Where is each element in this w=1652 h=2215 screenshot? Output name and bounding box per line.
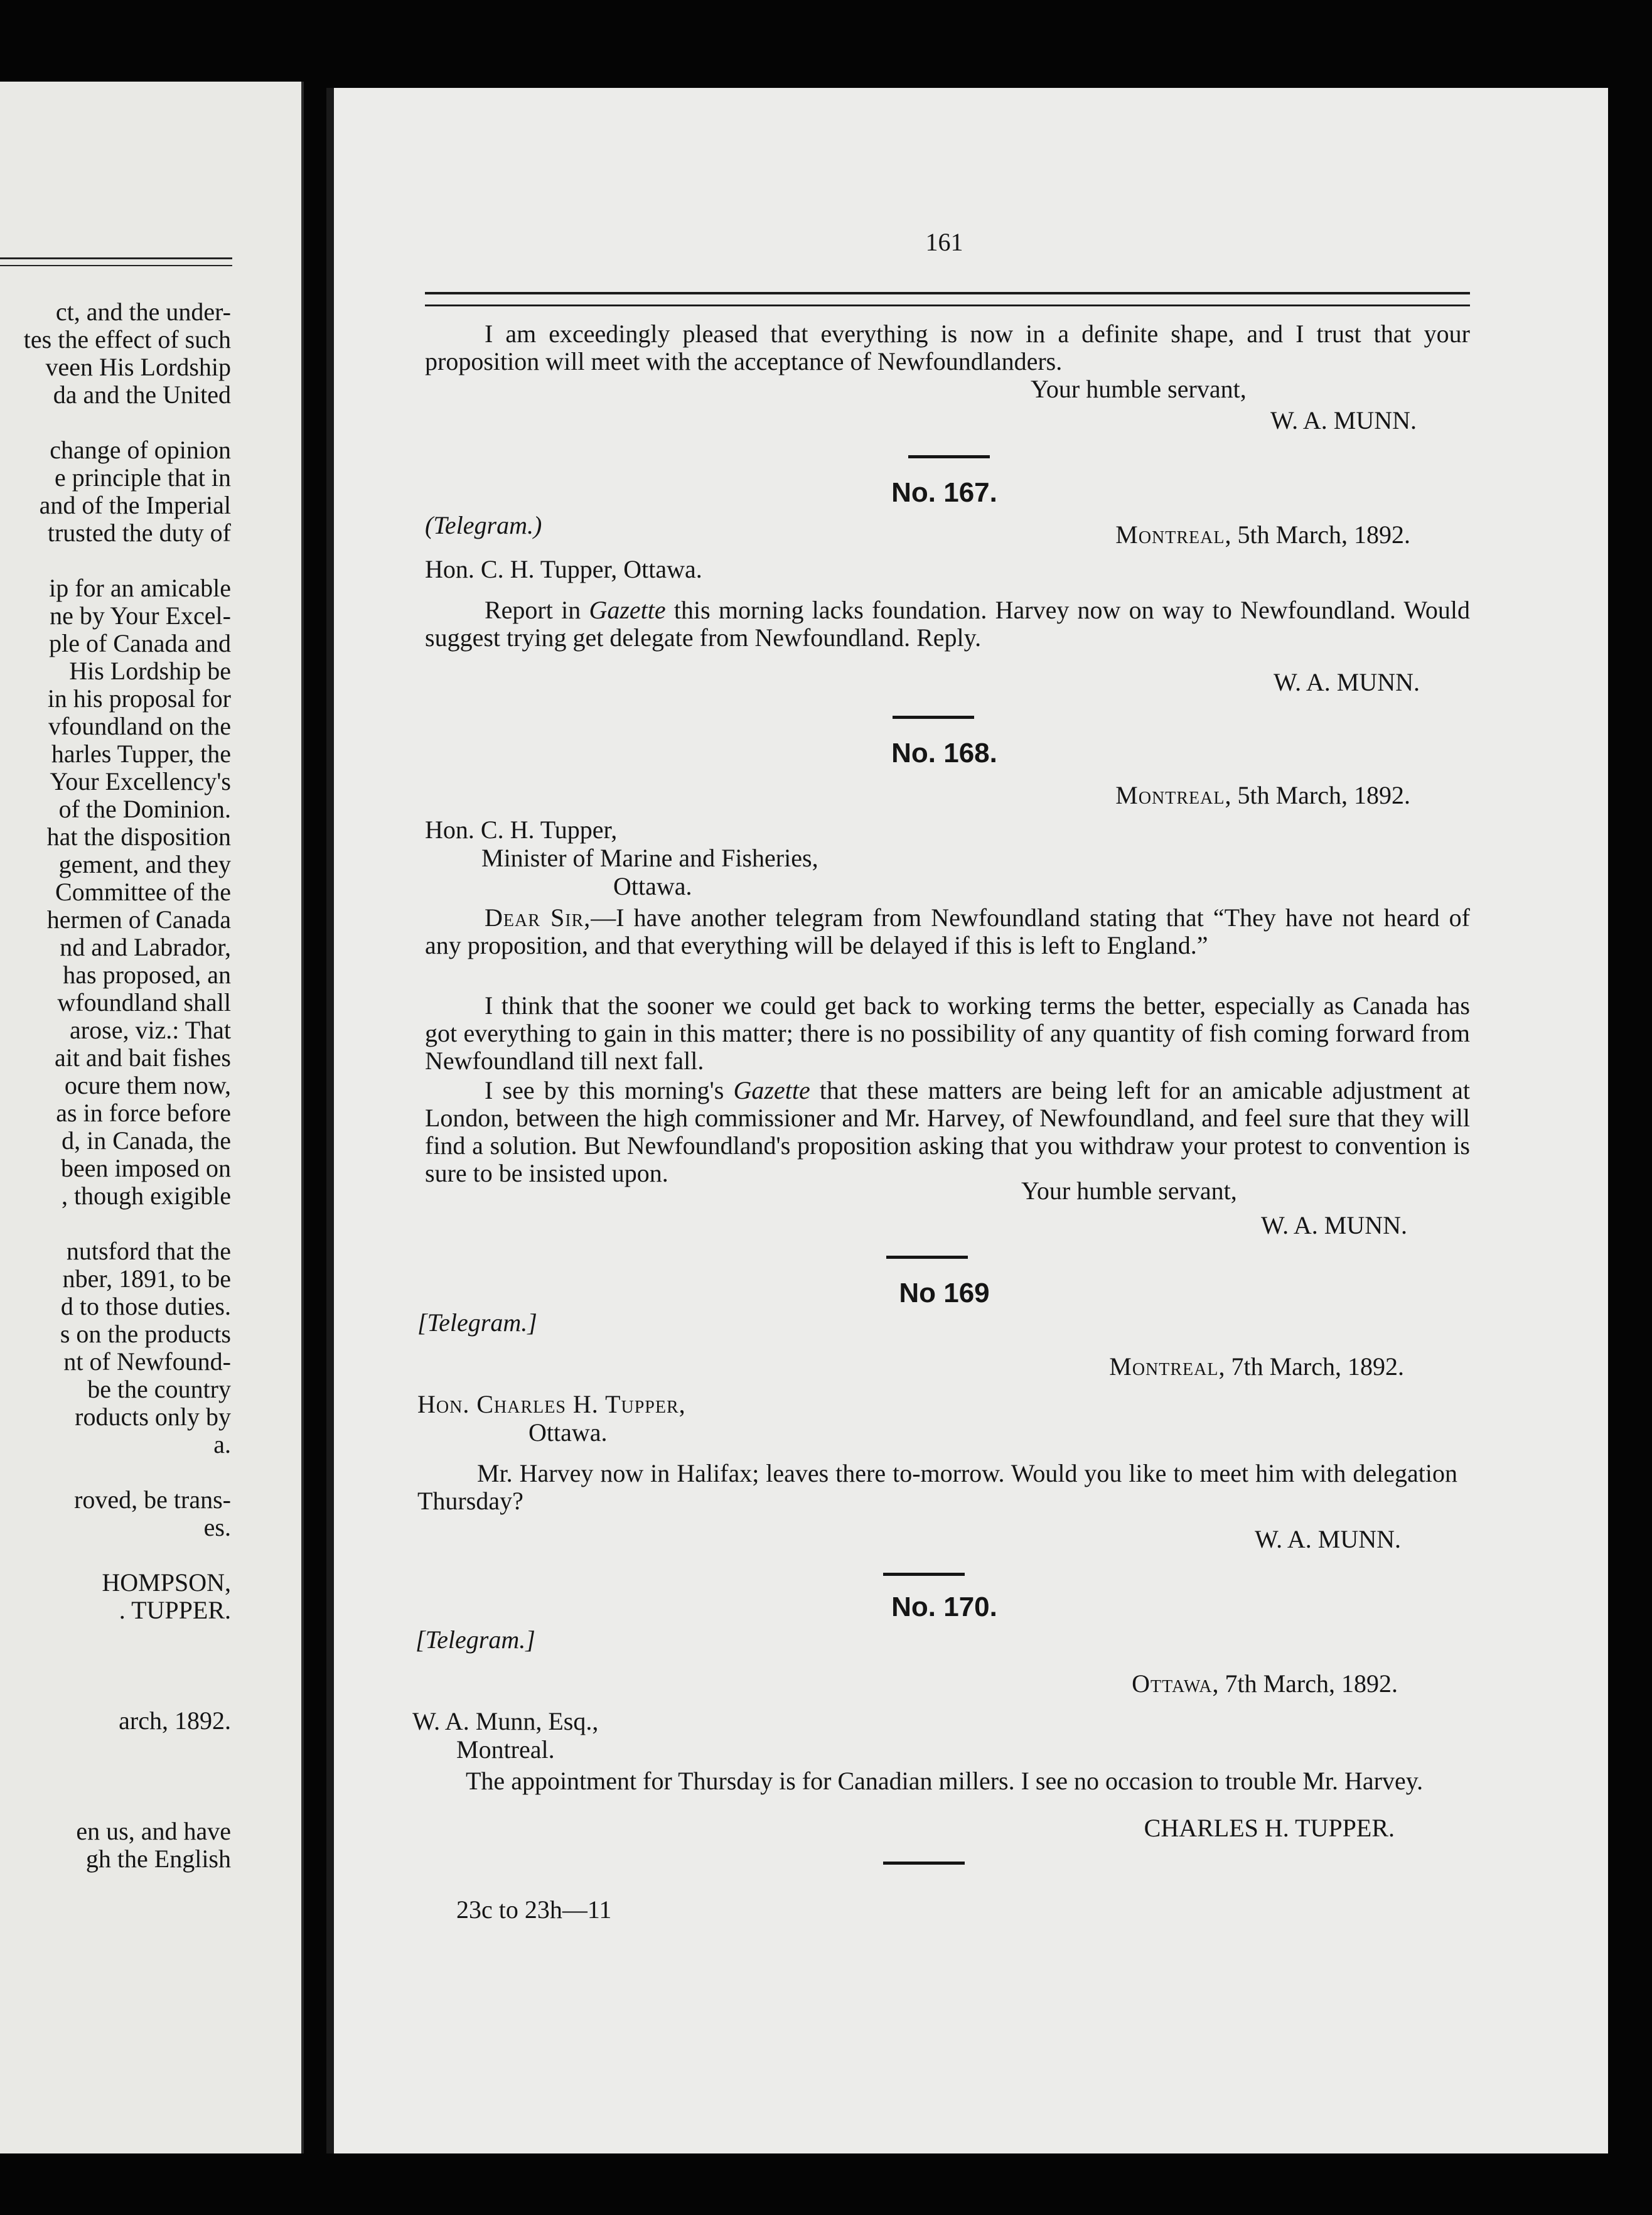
left-page-line: Committee of the [55,878,231,906]
no169-telegram-label: [Telegram.] [417,1308,537,1337]
no168-dateline [1115,782,1410,809]
left-page-line: nd and Labrador, [60,933,231,961]
left-page-line: wfoundland shall [57,988,231,1016]
no169-body: Mr. Harvey now in Halifax; leaves there to-morrow. Would you like to meet him with delegation Thursday? [417,1459,1457,1515]
no168-place: Montreal [1115,781,1225,809]
no169-signature: W. A. MUNN. [1255,1525,1401,1553]
right-page [326,88,1608,2153]
left-page-line [0,1458,231,1486]
no167-body-text: this morning lacks foundation. Harvey now on way to Newfoundland. Would suggest trying get delegate from Newfoundland. Reply. [425,596,1471,652]
left-page-line [0,1624,231,1652]
left-page-line: ocure them now, [64,1071,231,1099]
left-page-line: e principle that in [54,463,231,492]
no168-paragraph-1-text: —I have another telegram from Newfoundland stating that “They have not heard of any proposition, and that everything will be delayed if this is left to England.” [425,903,1471,959]
no168-gazette: Gazette [733,1076,810,1104]
no168-paragraph-3 [425,1077,1470,1187]
left-page-line: gh the English [85,1845,231,1873]
no168-paragraph-3-text: that these matters are being left for an amicable adjustment at London, between the high commissioner and Mr. Harvey, of Newfoundland, and feel sure that they will find a solution. But Newfoundland's proposition asking that you withdraw your protest to convention is sure to be insisted upon. [425,1076,1470,1187]
no170-dateline [1132,1670,1398,1698]
no168-addressee-line-1: Hon. C. H. Tupper, [425,816,618,844]
left-page-line: ple of Canada and [49,629,231,657]
no168-paragraph-2: I think that the sooner we could get back to working terms the better, especially as Canada has got everything to gain in this matter; there is no possibility of any quantity of fish coming forward from Newfoundland till next fall. [425,991,1470,1075]
no167-body [425,596,1470,652]
left-page-line: vfoundland on the [48,712,231,740]
heading-no-169: No 169 [899,1278,990,1308]
left-page-line [0,1735,231,1762]
no168-addressee-line-3: Ottawa. [613,872,692,900]
no168-addressee-line-2: Minister of Marine and Fisheries, [481,844,818,872]
left-page-line: as in force before [56,1099,231,1127]
no167-telegram-label: (Telegram.) [425,511,542,539]
heading-no-170: No. 170. [891,1592,997,1622]
no168-paragraph-3-text: I see by this morning's [485,1076,734,1104]
left-page-line: , though exigible [62,1182,231,1210]
header-double-rule [425,292,1470,306]
left-page-line [0,1762,231,1790]
left-page-line: nt of Newfound- [63,1347,231,1376]
left-page-rule [0,257,232,259]
left-page-line: roducts only by [75,1403,231,1431]
no169-date: , 7th March, 1892. [1218,1352,1404,1381]
no170-addressee-line-1: W. A. Munn, Esq., [412,1707,599,1735]
left-page-line: s on the products [60,1320,231,1348]
section-divider [893,716,974,719]
left-page-line: veen His Lordship [45,353,231,381]
left-page-fragment [0,82,304,2153]
left-page-line: es. [203,1513,231,1541]
no167-gazette: Gazette [589,596,666,624]
no169-addressee-line-1 [417,1391,686,1418]
left-page-line [0,1210,231,1237]
section-divider [908,455,990,458]
heading-no-167: No. 167. [891,477,997,508]
no168-closing: Your humble servant, [1021,1177,1237,1205]
no167-body-text: Report in [485,596,589,624]
no167-date: , 5th March, 1892. [1225,520,1410,549]
left-page-line: en us, and have [76,1817,231,1845]
opening-closing: Your humble servant, [1031,375,1247,403]
left-page-line: ne by Your Excel- [50,601,231,630]
no170-body: The appointment for Thursday is for Canadian millers. I see no occasion to trouble Mr. Harvey. [466,1767,1424,1795]
left-page-rule [0,265,232,266]
page-number: 161 [925,228,963,256]
left-page-line: arose, viz.: That [70,1016,231,1044]
heading-no-168: No. 168. [891,738,997,768]
left-page-line: gement, and they [58,850,231,878]
left-page-line: nutsford that the [66,1237,231,1265]
no169-addressee-line-2: Ottawa. [528,1418,608,1447]
no169-dateline [1109,1353,1404,1381]
left-page-line: a. [213,1430,231,1458]
section-divider [883,1573,965,1576]
no168-paragraph-1 [425,904,1470,959]
left-page-line: be the country [87,1375,231,1403]
left-page-line: nber, 1891, to be [62,1264,231,1293]
left-page-line: da and the United [53,380,231,409]
no169-place: Montreal [1109,1352,1219,1381]
left-page-line: arch, 1892. [119,1706,231,1735]
no170-addressee-line-2: Montreal. [456,1735,555,1764]
left-page-line: d, in Canada, the [62,1126,231,1155]
no167-addressee: Hon. C. H. Tupper, Ottawa. [425,555,702,583]
left-page-line: been imposed on [60,1154,231,1182]
section-divider [886,1256,968,1259]
no170-place: Ottawa [1132,1669,1213,1698]
opening-paragraph: I am exceedingly pleased that everything is now in a definite shape, and I trust that your proposition will meet with the acceptance of Newfoundlanders. [425,320,1470,375]
left-page-line [0,1541,231,1569]
no167-signature: W. A. MUNN. [1274,668,1420,696]
left-page-line: and of the Imperial [39,491,231,519]
left-page-line: d to those duties. [60,1292,231,1320]
no169-addressee-text: Hon. Charles H. Tupper, [417,1390,686,1418]
left-page-line: hat the disposition [46,822,231,851]
footer-signature-code: 23c to 23h—11 [456,1895,612,1924]
left-page-line: Your Excellency's [50,767,231,795]
left-page-line: harles Tupper, the [51,740,231,768]
left-page-text-column [0,298,231,1873]
no168-salutation: Dear Sir, [485,903,591,932]
left-page-line: trusted the duty of [47,519,231,547]
left-page-line [0,1679,231,1707]
left-page-line: ait and bait fishes [54,1043,231,1072]
left-page-line: His Lordship be [69,657,231,685]
left-page-line: change of opinion [50,436,231,464]
left-page-line [0,1790,231,1818]
left-page-line: hermen of Canada [46,905,231,934]
left-page-line [0,547,231,574]
no167-dateline [1115,521,1410,549]
no167-place: Montreal [1115,520,1225,549]
section-divider [883,1862,965,1865]
left-page-line: ip for an amicable [49,574,231,602]
no168-signature: W. A. MUNN. [1261,1211,1407,1239]
no170-date: , 7th March, 1892. [1212,1669,1398,1698]
opening-signature: W. A. MUNN. [1270,406,1417,434]
left-page-line: of the Dominion. [58,795,231,823]
no170-signature: CHARLES H. TUPPER. [1144,1814,1395,1842]
left-page-line: ct, and the under- [55,298,231,326]
left-page-line: roved, be trans- [74,1485,231,1514]
no170-telegram-label: [Telegram.] [416,1625,535,1654]
left-page-line: tes the effect of such [23,325,231,353]
left-page-line: . TUPPER. [119,1596,231,1624]
left-page-line [0,1652,231,1679]
left-page-line: has proposed, an [63,961,231,989]
left-page-line [0,409,231,436]
left-page-line: in his proposal for [47,684,231,713]
no168-date: , 5th March, 1892. [1225,781,1410,809]
left-page-line: HOMPSON, [102,1568,231,1597]
